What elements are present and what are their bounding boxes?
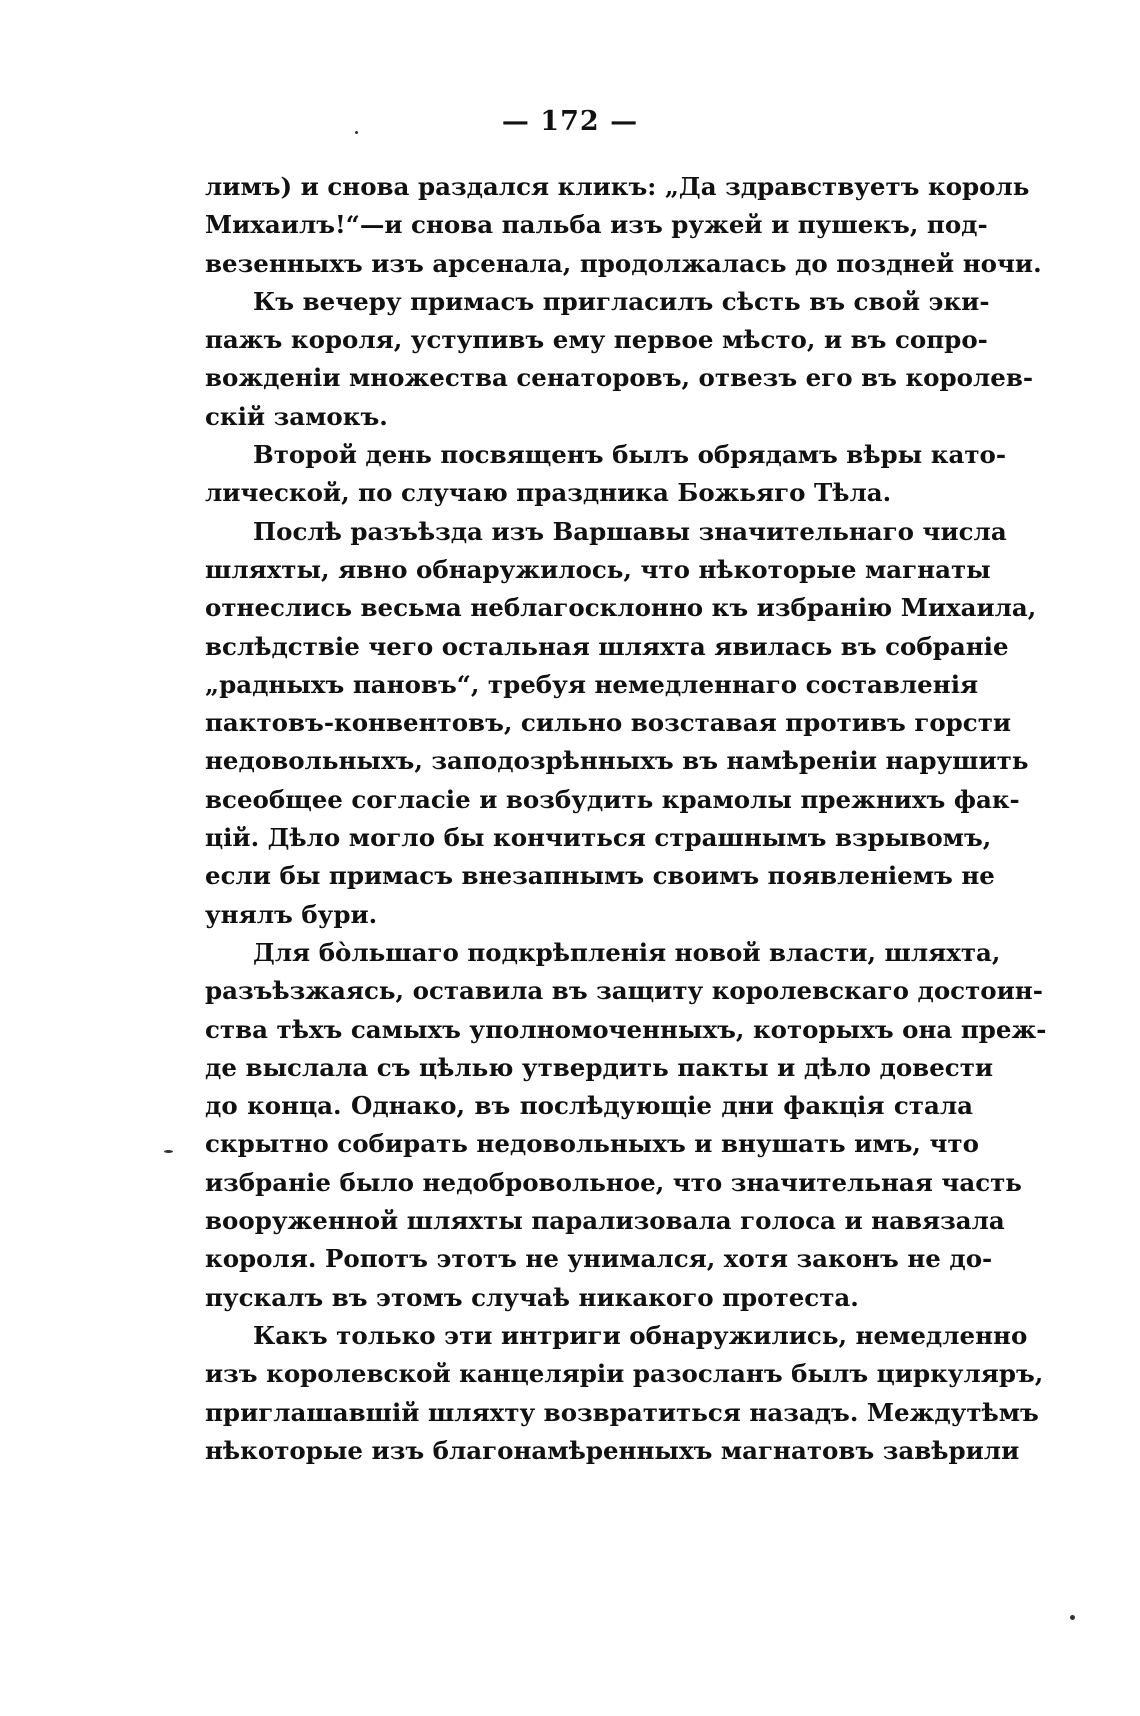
text-line: отнеслись весьма неблагосклонно къ избранію Михаила, bbox=[205, 593, 1037, 623]
text-line: приглашавшій шляхту возвратиться назадъ. Междутѣмъ bbox=[205, 1397, 1039, 1427]
text-line: вооруженной шляхты парализовала голоса и навязала bbox=[205, 1206, 1005, 1236]
text-line: недовольныхъ, заподозрѣнныхъ въ намѣреніи нарушить bbox=[205, 746, 1029, 776]
scan-speck bbox=[1070, 1615, 1075, 1620]
text-line: короля. Ропотъ этотъ не унимался, хотя законъ не до- bbox=[205, 1244, 993, 1274]
paragraph bbox=[205, 513, 1037, 934]
paragraph bbox=[205, 1317, 1044, 1470]
paragraph bbox=[205, 283, 1034, 436]
text-line: если бы примасъ внезапнымъ своимъ появленіемъ не bbox=[205, 861, 995, 891]
text-line: изъ королевской канцеляріи разосланъ былъ циркуляръ, bbox=[205, 1359, 1044, 1389]
text-line: ства тѣхъ самыхъ уполномоченныхъ, которыхъ она преж- bbox=[205, 1014, 1047, 1044]
text-line: „радныхъ пановъ“, требуя немедленнаго составленія bbox=[205, 669, 979, 699]
text-body bbox=[205, 168, 1047, 1470]
text-line: Михаилъ!“—и снова пальба изъ ружей и пушекъ, под- bbox=[205, 210, 988, 240]
text-line: шляхты, явно обнаружилось, что нѣкоторые магнаты bbox=[205, 554, 991, 584]
text-line: всеобщее согласіе и возбудить крамолы прежнихъ фак- bbox=[205, 784, 1020, 814]
text-line: вслѣдствіе чего остальная шляхта явилась въ собраніе bbox=[205, 631, 1009, 661]
text-line: Какъ только эти интриги обнаружились, немедленно bbox=[253, 1320, 1028, 1350]
paragraph bbox=[205, 436, 1007, 513]
text-line: скрытно собирать недовольныхъ и внушать имъ, что bbox=[205, 1129, 979, 1159]
text-line: пактовъ-конвентовъ, сильно возставая противъ горсти bbox=[205, 708, 1012, 738]
page-number: — 172 — bbox=[501, 106, 639, 137]
text-line: Второй день посвященъ былъ обрядамъ вѣры като- bbox=[253, 440, 1007, 470]
text-line: лической, по случаю праздника Божьяго Тѣла. bbox=[205, 478, 892, 508]
text-line: пажъ короля, уступивъ ему первое мѣсто, и въ сопро- bbox=[205, 325, 988, 355]
text-line: де выслала съ цѣлью утвердить пакты и дѣло довести bbox=[205, 1052, 994, 1082]
text-line: цій. Дѣло могло бы кончиться страшнымъ взрывомъ, bbox=[205, 823, 992, 853]
scan-speck bbox=[355, 131, 358, 134]
text-line: лимъ) и снова раздался кликъ: „Да здравствуетъ король bbox=[205, 172, 1030, 201]
scan-speck bbox=[164, 1150, 173, 1153]
text-line: унялъ бури. bbox=[205, 899, 378, 929]
text-line: нѣкоторые изъ благонамѣренныхъ магнатовъ завѣрили bbox=[205, 1435, 1020, 1465]
text-line: до конца. Однако, въ послѣдующіе дни факція стала bbox=[205, 1091, 973, 1121]
text-line: пускалъ въ этомъ случаѣ никакого протеста. bbox=[205, 1282, 859, 1312]
text-line: вожденіи множества сенаторовъ, отвезъ его въ королев- bbox=[205, 363, 1034, 393]
text-line: избраніе было недобровольное, что значительная часть bbox=[205, 1167, 1022, 1197]
text-line: скій замокъ. bbox=[205, 401, 388, 431]
text-line: Послѣ разъѣзда изъ Варшавы значительнаго числа bbox=[253, 516, 1007, 546]
paragraph bbox=[205, 168, 1042, 283]
text-line: Для бòльшаго подкрѣпленія новой власти, шляхта, bbox=[253, 937, 1001, 967]
paragraph bbox=[205, 934, 1047, 1317]
text-line: Къ вечеру примасъ пригласилъ сѣсть въ свой эки- bbox=[253, 286, 990, 316]
text-line: разъѣзжаясь, оставила въ защиту королевскаго достоин- bbox=[205, 976, 1043, 1006]
text-line: везенныхъ изъ арсенала, продолжалась до поздней ночи. bbox=[205, 248, 1042, 278]
